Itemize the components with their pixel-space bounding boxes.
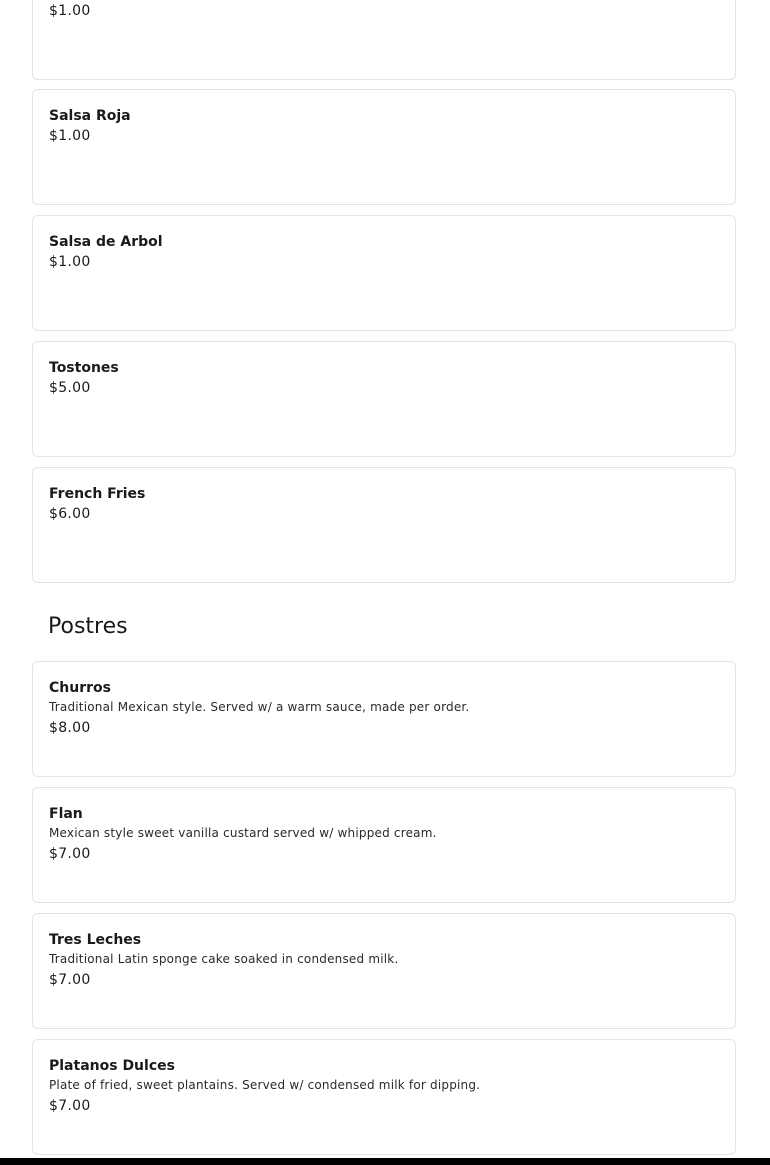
- menu-item-card[interactable]: [32, 89, 736, 205]
- menu-item-price: $8.00: [49, 720, 91, 736]
- menu-item-card[interactable]: [32, 215, 736, 331]
- menu-item-price: $1.00: [49, 3, 91, 19]
- menu-item-name: Churros: [49, 680, 111, 696]
- menu-item-description: Mexican style sweet vanilla custard served w/ whipped cream.: [49, 826, 437, 840]
- menu-item-description: Traditional Mexican style. Served w/ a warm sauce, made per order.: [49, 700, 470, 714]
- menu-item-name: Flan: [49, 806, 83, 822]
- bottom-bar: [0, 1158, 770, 1165]
- menu-item-price: $5.00: [49, 380, 91, 396]
- menu-item-card[interactable]: [32, 341, 736, 457]
- menu-item-card[interactable]: [32, 0, 736, 80]
- menu-item-description: Plate of fried, sweet plantains. Served w/ condensed milk for dipping.: [49, 1078, 481, 1092]
- menu-item-description: Traditional Latin sponge cake soaked in condensed milk.: [49, 952, 399, 966]
- menu-item-name: French Fries: [49, 486, 146, 502]
- menu-item-card[interactable]: [32, 787, 736, 903]
- menu-item-price: $7.00: [49, 1098, 91, 1114]
- menu-item-price: $6.00: [49, 506, 91, 522]
- menu-item-price: $1.00: [49, 254, 91, 270]
- menu-item-name: Salsa Roja: [49, 108, 131, 124]
- menu-item-name: Salsa de Arbol: [49, 234, 163, 250]
- menu-item-card[interactable]: [32, 467, 736, 583]
- menu-item-card[interactable]: [32, 661, 736, 777]
- menu-item-price: $7.00: [49, 972, 91, 988]
- menu-item-name: Tostones: [49, 360, 119, 376]
- menu-item-card[interactable]: [32, 1039, 736, 1155]
- menu-item-name: Platanos Dulces: [49, 1058, 175, 1074]
- menu-item-card[interactable]: [32, 913, 736, 1029]
- menu-item-price: $7.00: [49, 846, 91, 862]
- section-title-postres: Postres: [48, 614, 128, 639]
- menu-item-price: $1.00: [49, 128, 91, 144]
- menu-item-name: Tres Leches: [49, 932, 142, 948]
